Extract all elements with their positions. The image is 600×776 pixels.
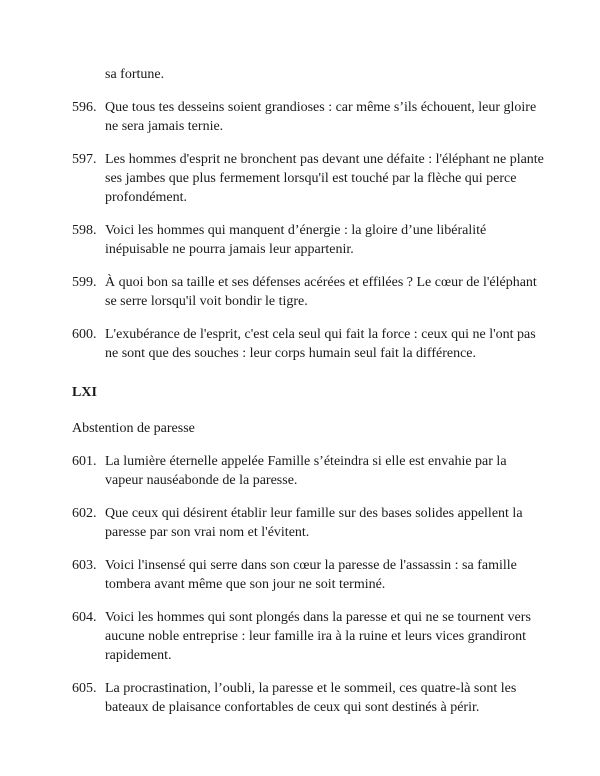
verse-603 (72, 556, 547, 594)
verse-text: Voici les hommes qui manquent d’énergie : la gloire d’une libéralité inépuisable ne pourra jamais leur appartenir. (105, 223, 487, 257)
verse-601 (72, 452, 547, 490)
verse-number: 602. (72, 506, 97, 521)
verse-598 (72, 221, 547, 259)
verse-text: Voici les hommes qui sont plongés dans la paresse et qui ne se tournent vers aucune noble entreprise : leur famille ira à la ruine et leurs vices grandiront rapidement. (105, 610, 531, 663)
verse-number: 601. (72, 454, 97, 469)
verse-text: L'exubérance de l'esprit, c'est cela seul qui fait la force : ceux qui ne l'ont pas ne sont que des souches : leur corps humain seul fait la différence. (105, 327, 536, 361)
verse-list-596-600 (72, 98, 547, 363)
verse-text: Que ceux qui désirent établir leur famille sur des bases solides appellent la paresse par son vrai nom et l'évitent. (105, 506, 523, 540)
verse-text: À quoi bon sa taille et ses défenses acérées et effilées ? Le cœur de l'éléphant se serre lorsqu'il voit bondir le tigre. (105, 275, 537, 309)
verse-605 (72, 679, 547, 717)
chapter-heading: LXI (72, 385, 97, 400)
verse-596 (72, 98, 547, 136)
verse-600 (72, 325, 547, 363)
verse-number: 599. (72, 275, 97, 290)
verse-602 (72, 504, 547, 542)
verse-text: Voici l'insensé qui serre dans son cœur la paresse de l'assassin : sa famille tombera avant même que son jour ne soit terminé. (105, 558, 517, 592)
verse-604 (72, 608, 547, 665)
verse-number: 604. (72, 610, 97, 625)
verse-number: 605. (72, 681, 97, 696)
verse-text: La procrastination, l’oubli, la paresse et le sommeil, ces quatre-là sont les bateaux de plaisance confortables de ceux qui sont destinés à périr. (105, 681, 517, 715)
verse-599 (72, 273, 547, 311)
verse-number: 600. (72, 327, 97, 342)
verse-text: Les hommes d'esprit ne bronchent pas devant une défaite : l'éléphant ne plante ses jambes que plus fermement lorsqu'il est touché par la flèche qui perce profondément. (105, 152, 544, 205)
verse-number: 598. (72, 223, 97, 238)
verse-text: Que tous tes desseins soient grandioses : car même s’ils échouent, leur gloire ne sera jamais ternie. (105, 100, 537, 134)
verse-text: La lumière éternelle appelée Famille s’éteindra si elle est envahie par la vapeur nauséabonde de la paresse. (105, 454, 507, 488)
chapter-subtitle: Abstention de paresse (72, 421, 195, 436)
continuation-text: sa fortune. (105, 67, 165, 82)
verse-597 (72, 150, 547, 207)
verse-number: 597. (72, 152, 97, 167)
verse-list-601-605 (72, 452, 547, 717)
verse-number: 596. (72, 100, 97, 115)
verse-number: 603. (72, 558, 97, 573)
